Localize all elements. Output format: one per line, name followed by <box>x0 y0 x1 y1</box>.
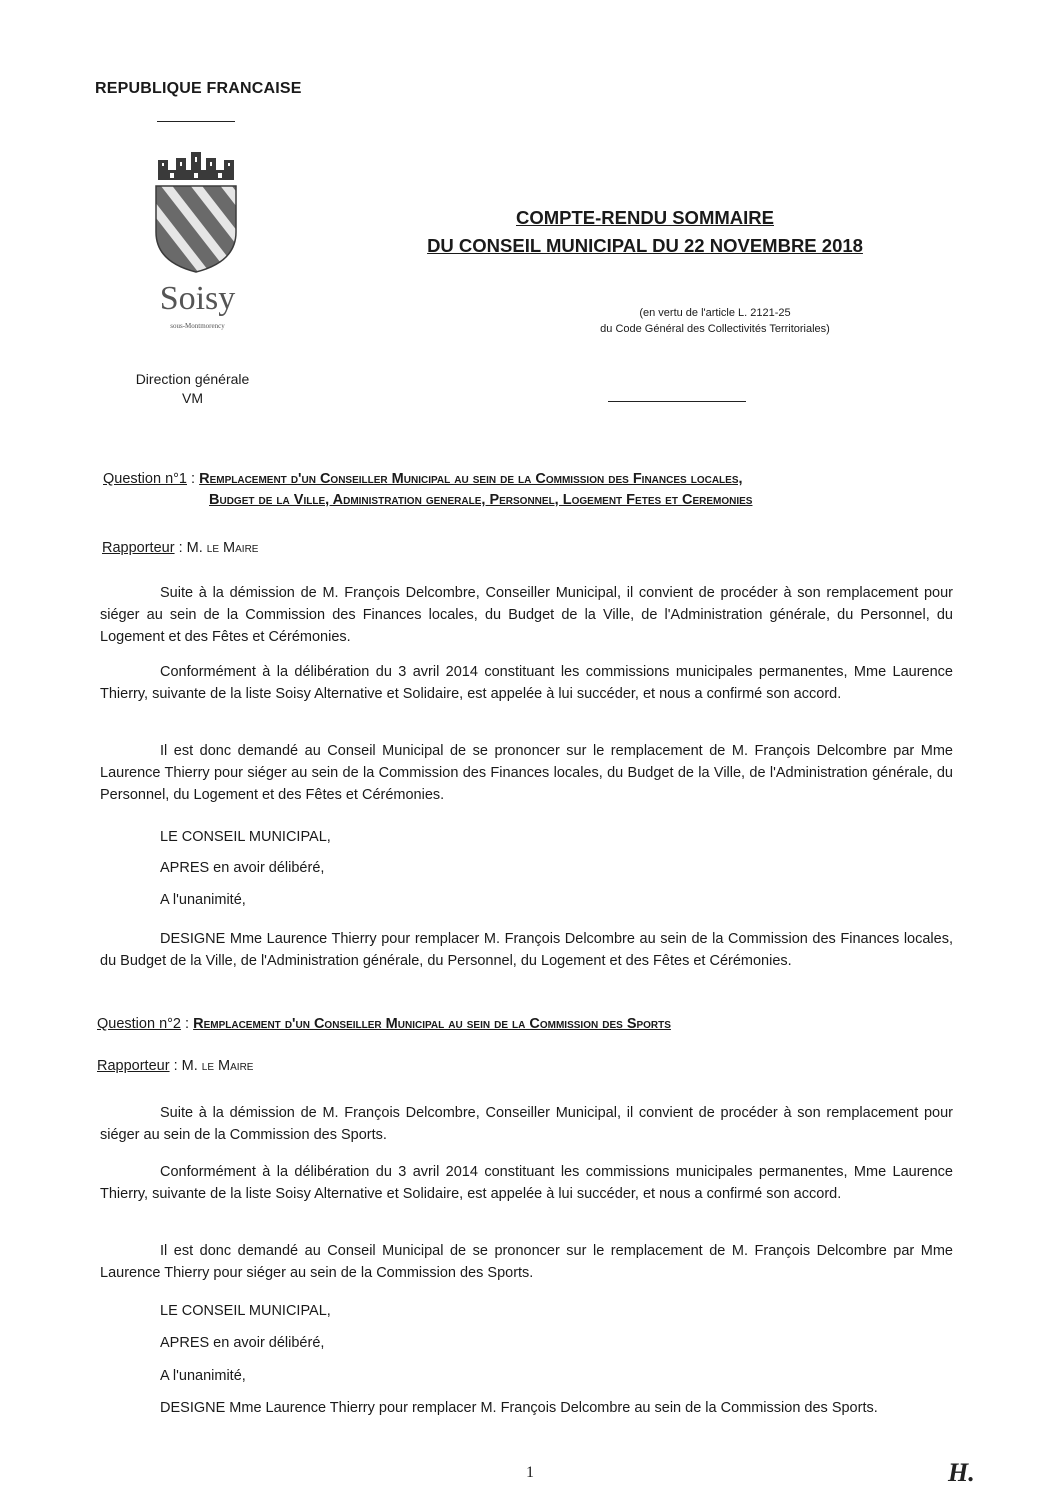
legal-reference <box>470 305 960 337</box>
question-1-subject-line-2: Budget de la Ville, Administration generale, Personnel, Logement Fetes et Ceremonies <box>209 492 753 508</box>
question-1-subject-line-1: Remplacement d'un Conseiller Municipal au sein de la Commission des Finances locales, <box>199 471 743 487</box>
rapporteur-label: Rapporteur <box>97 1058 170 1074</box>
question-1-conseil: LE CONSEIL MUNICIPAL, <box>160 829 331 845</box>
question-1-rapporteur: Rapporteur : M. le Maire <box>102 540 259 556</box>
handwritten-initials: H. <box>948 1458 975 1487</box>
question-2-heading: Question n°2 : Remplacement d'un Conseiller Municipal au sein de la Commission des Sports <box>97 1016 671 1032</box>
direction-label: Direction générale <box>135 371 250 387</box>
question-1-designe: DESIGNE Mme Laurence Thierry pour remplacer M. François Delcombre au sein de la Commission des Finances locales, du Budget de la Ville, de l'Administration générale, du Personnel, du Logement et des Fêtes et Cérémonies. <box>100 931 953 969</box>
rapporteur-label: Rapporteur <box>102 540 175 556</box>
question-2-rapporteur: Rapporteur : M. le Maire <box>97 1058 254 1074</box>
direction-code: VM <box>182 390 203 406</box>
question-2-label: Question n°2 <box>97 1016 181 1032</box>
question-2-conseil: LE CONSEIL MUNICIPAL, <box>160 1303 331 1319</box>
question-2-paragraph-2: Conformément à la délibération du 3 avril 2014 constituant les commissions municipales permanentes, Mme Laurence Thierry, suivante de la liste Soisy Alternative et Solidaire, est appelée à lui succéder, et nous a confirmé son accord. <box>100 1164 953 1202</box>
rapporteur-name: M. le Maire <box>181 1058 254 1074</box>
legal-line-2: du Code Général des Collectivités Territoriales) <box>600 323 830 335</box>
title-line-2: DU CONSEIL MUNICIPAL DU 22 NOVEMBRE 2018 <box>427 235 863 256</box>
question-1-paragraph-1: Suite à la démission de M. François Delcombre, Conseiller Municipal, il convient de procéder à son remplacement pour siéger au sein de la Commission des Finances locales, du Budget de la Ville, de l'Administration générale, du Personnel, du Logement et des Fêtes et Cérémonies. <box>100 585 953 645</box>
question-1-apres: APRES en avoir délibéré, <box>160 860 325 876</box>
logo-name: Soisy <box>159 280 236 317</box>
question-1-paragraph-2: Conformément à la délibération du 3 avril 2014 constituant les commissions municipales permanentes, Mme Laurence Thierry, suivante de la liste Soisy Alternative et Solidaire, est appelée à lui succéder, et nous a confirmé son accord. <box>100 664 953 702</box>
question-2-subject: Remplacement d'un Conseiller Municipal au sein de la Commission des Sports <box>193 1016 671 1032</box>
question-1-unanimite: A l'unanimité, <box>160 892 246 908</box>
logo-subtitle: sous-Montmorency <box>170 322 225 330</box>
title-line-1: COMPTE-RENDU SOMMAIRE <box>516 207 774 228</box>
page-number: 1 <box>526 1464 534 1481</box>
document-title <box>330 204 960 260</box>
soisy-coat-of-arms-icon <box>150 150 242 275</box>
legal-line-1: (en vertu de l'article L. 2121-25 <box>639 307 791 319</box>
question-1-paragraph-3: Il est donc demandé au Conseil Municipal de se prononcer sur le remplacement de M. François Delcombre par Mme Laurence Thierry pour siéger au sein de la Commission des Finances locales, du Budget de la Ville, de l'Administration générale, du Personnel, du Logement et des Fêtes et Cérémonies. <box>100 743 953 803</box>
rapporteur-name: M. le Maire <box>186 540 259 556</box>
question-2-unanimite: A l'unanimité, <box>160 1368 246 1384</box>
republique-francaise: REPUBLIQUE FRANCAISE <box>95 80 302 97</box>
direction-block <box>110 370 275 408</box>
title-divider <box>608 401 746 402</box>
header-divider <box>157 121 235 122</box>
question-1-label: Question n°1 <box>103 471 187 487</box>
question-2-paragraph-1: Suite à la démission de M. François Delcombre, Conseiller Municipal, il convient de procéder à son remplacement pour siéger au sein de la Commission des Sports. <box>100 1105 953 1143</box>
question-2-designe: DESIGNE Mme Laurence Thierry pour remplacer M. François Delcombre au sein de la Commission des Sports. <box>160 1400 878 1416</box>
question-2-apres: APRES en avoir délibéré, <box>160 1335 325 1351</box>
question-1-heading: Question n°1 : Remplacement d'un Conseiller Municipal au sein de la Commission des Finances locales, Budget de la Ville, Administration generale, Personnel, Logement Fetes et Ceremonies <box>103 471 753 508</box>
question-2-paragraph-3: Il est donc demandé au Conseil Municipal de se prononcer sur le remplacement de M. François Delcombre par Mme Laurence Thierry pour siéger au sein de la Commission des Sports. <box>100 1243 953 1281</box>
